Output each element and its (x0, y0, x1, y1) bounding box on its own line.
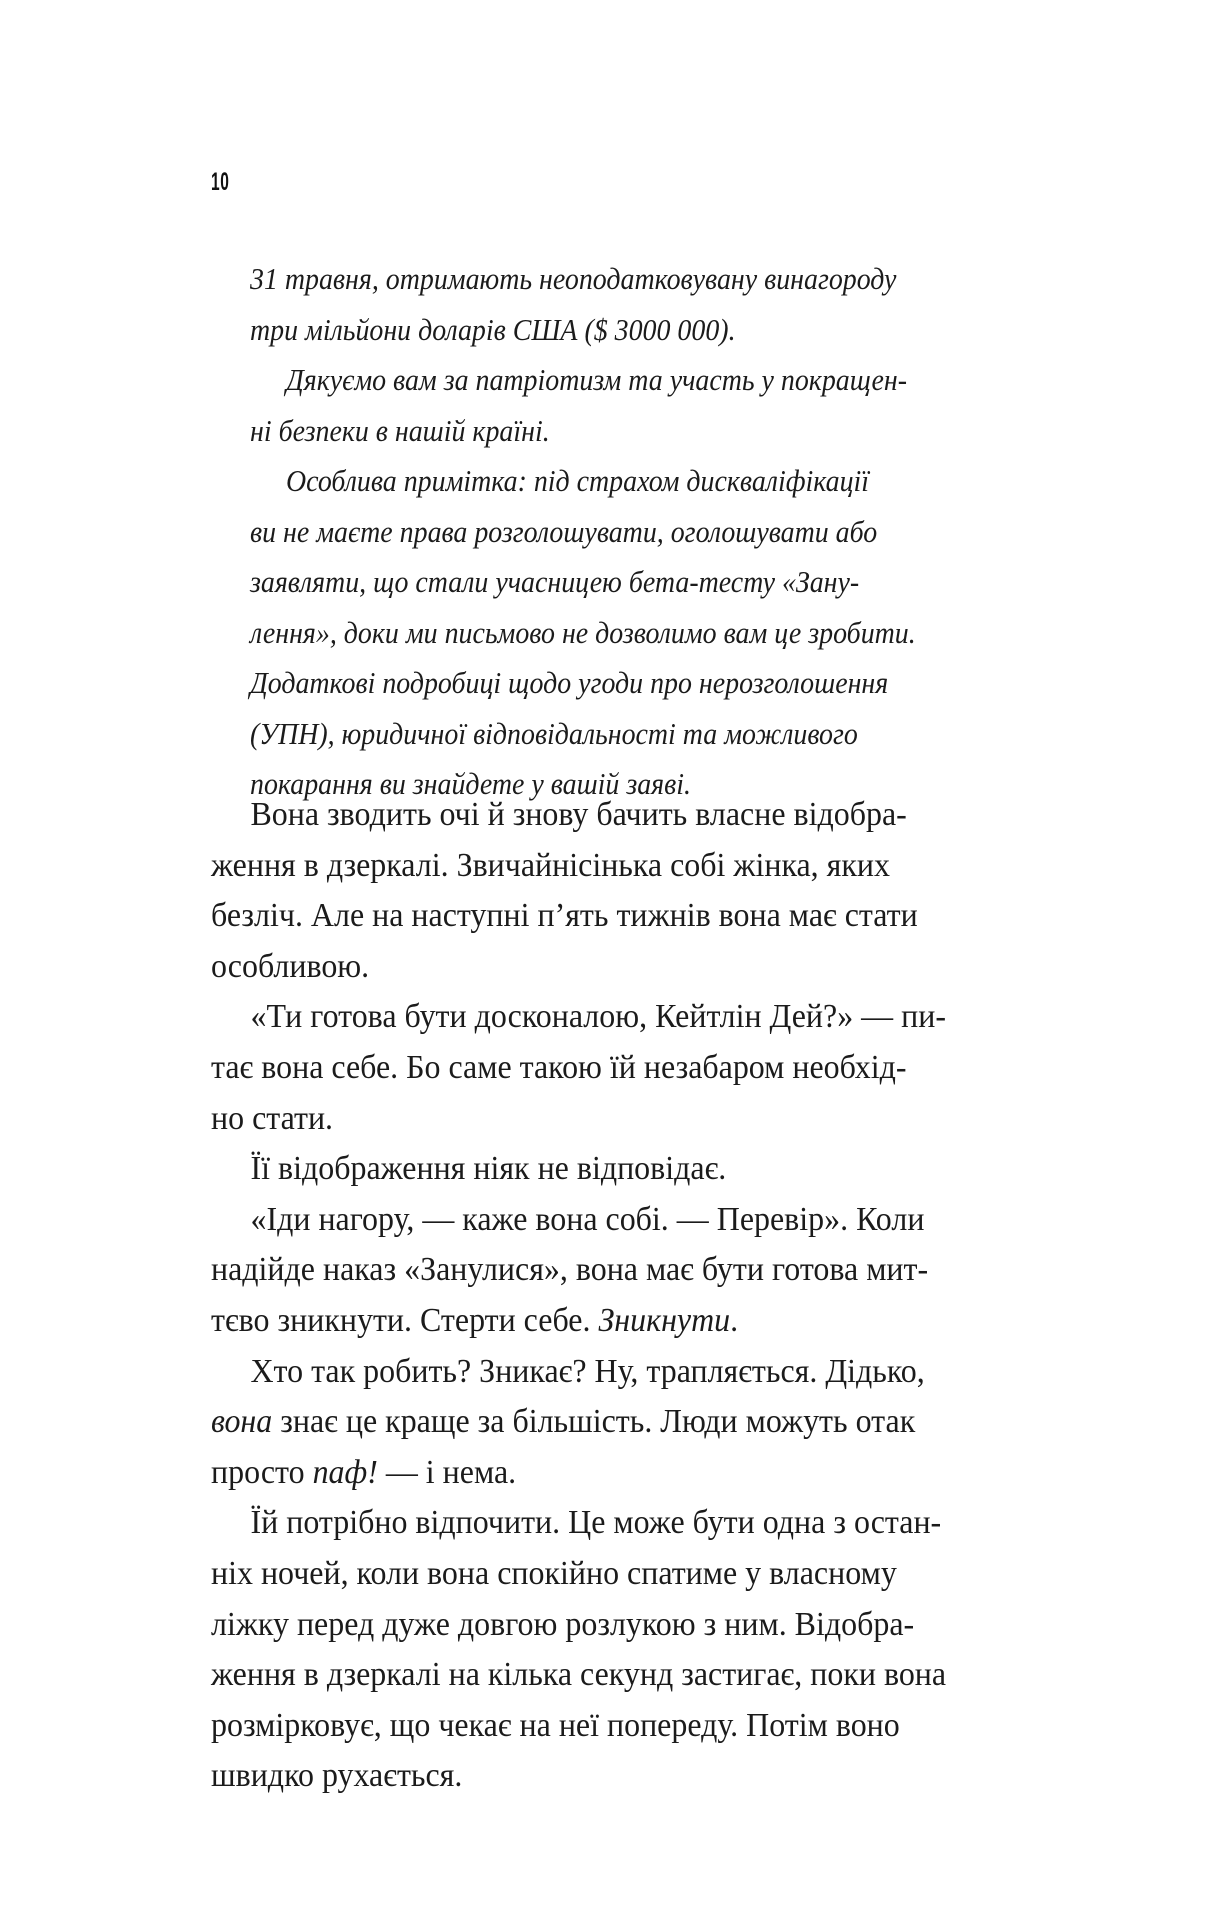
letter-line: заявляти, що стали учасницею бета-тесту «Зану- (250, 564, 860, 599)
text-run: Їй потрібно відпочити. Це може бути одна з остан- (250, 1504, 942, 1542)
text-line (211, 1094, 1038, 1145)
text-line (211, 992, 1038, 1043)
text-run: Вона зводить очі й знову бачить власне відобра- (250, 796, 907, 833)
emphasized-text: вона (211, 1403, 273, 1441)
letter-line: ви не маєте права розголошувати, оголошувати або (250, 513, 878, 549)
text-run: особливою. (211, 947, 370, 985)
text-run: знає це краще за більшість. Люди можуть отак (272, 1403, 916, 1441)
text-line (211, 1144, 1038, 1195)
text-line (211, 891, 1038, 942)
letter-line: Дякуємо вам за патріотизм та участь у покращен- (286, 362, 908, 397)
text-run: ження в дзеркалі на кілька секунд застигає, поки вона (211, 1656, 947, 1694)
text-run: Хто так робить? Зникає? Ну, трапляється. Дідько, (250, 1352, 925, 1390)
letter-line: три мільйони доларів США ($ 3000 000). (250, 311, 736, 347)
text-run: ліжку перед дуже довгою розлукою з ним. Відобра- (211, 1605, 915, 1643)
text-line (211, 1600, 1038, 1651)
text-run: просто (211, 1453, 313, 1491)
text-line (211, 1498, 1038, 1549)
page-number: 10 (211, 168, 230, 196)
text-run: «Ти готова бути досконалою, Кейтлін Дей?» — пи- (250, 998, 946, 1036)
text-line (211, 841, 1038, 892)
text-line (211, 1701, 1038, 1752)
letter-line: Додаткові подробиці щодо угоди про нерозголошення (250, 665, 889, 700)
text-line (211, 1397, 1038, 1448)
text-run: надійде наказ «Занулися», вона має бути готова мит- (211, 1251, 929, 1289)
text-line (211, 1296, 1038, 1347)
letter-line: покарання ви знайдете у вашій заяві. (250, 766, 691, 801)
emphasized-text: паф! (312, 1453, 378, 1491)
text-run: ження в дзеркалі. Звичайнісінька собі жінка, яких (211, 846, 890, 884)
text-run: — і нема. (377, 1453, 517, 1491)
letter-line: (УПН), юридичної відповідальності та можливого (250, 715, 858, 751)
text-run: ніх ночей, коли вона спокійно спатиме у власному (211, 1554, 897, 1592)
text-run: Її відображення ніяк не відповідає. (250, 1150, 727, 1188)
text-run: швидко рухається. (211, 1757, 463, 1795)
text-line (211, 1650, 1038, 1701)
text-line (211, 1245, 1038, 1296)
narrative-text-block (211, 790, 1091, 1802)
letter-line: Особлива примітка: під страхом дискваліфікації (286, 463, 870, 498)
text-line (211, 1347, 1038, 1398)
text-run: тає вона себе. Бо саме такою їй незабаром необхід- (211, 1048, 907, 1086)
quoted-letter-block (250, 254, 1040, 810)
letter-line: 31 травня, отримають неоподатковувану винагороду (250, 261, 897, 296)
text-run: . (730, 1301, 739, 1339)
text-run: но стати. (211, 1099, 334, 1137)
letter-line: лення», доки ми письмово не дозволимо вам це зробити. (250, 614, 916, 650)
text-line (211, 1448, 1038, 1499)
text-line (211, 1043, 1038, 1094)
letter-line: ні безпеки в нашій країні. (250, 412, 550, 448)
emphasized-text: Зникнути (598, 1301, 731, 1339)
text-line (211, 1195, 1038, 1246)
text-run: безліч. Але на наступні п’ять тижнів вона має стати (211, 897, 918, 935)
text-line (211, 1751, 1038, 1802)
text-run: «Іди нагору, — каже вона собі. — Перевір». Коли (250, 1200, 925, 1238)
text-line (211, 790, 1038, 841)
text-line (211, 1549, 1038, 1600)
text-run: тєво зникнути. Стерти себе. (211, 1301, 599, 1339)
text-run: розмірковує, що чекає на неї попереду. Потім воно (211, 1706, 900, 1744)
text-line (211, 942, 1038, 993)
